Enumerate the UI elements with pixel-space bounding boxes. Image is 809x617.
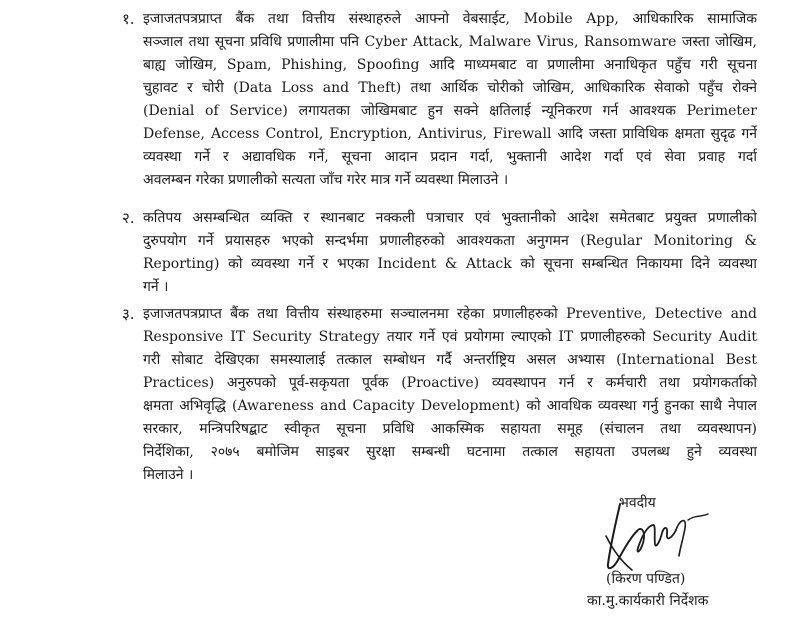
item-line: Responsive IT Security Strategy तयार गर्ने एवं प्रयोगमा ल्याएको IT प्रणालीहरुको Security Audit (143, 329, 757, 345)
item-line: सरकार, मन्त्रिपरिषद्बाट स्वीकृत सूचना प्रविधि आकस्मिक सहायता समूह (संचालन तथा व्यवस्थापन) (143, 421, 757, 437)
item-line: (Denial of Service) लगायतका जोखिमबाट हुन सक्ने क्षतिलाई न्यूनिकरण गर्न आवश्यक Perimeter (143, 103, 757, 119)
handwritten-signature (592, 498, 722, 580)
item-line: व्यवस्था गर्ने र अद्यावधिक गर्ने, सूचना आदान प्रदान गर्दा, भुक्तानी आदेश गर्दा एवं सेवा प्रवाह गर्दा (143, 149, 757, 165)
item-line: निर्देशिका, २०७५ बमोजिम साइबर सुरक्षा सम्बन्धी घटनामा तत्काल सहायता उपलब्ध हुने व्यवस्था (143, 444, 757, 460)
item-line: क्षमता अभिवृद्धि (Awareness and Capacity Development) को आवधिक व्यवस्था गर्नु हुनका साथै नेपाल (143, 398, 757, 414)
item-line: गर्ने । (143, 279, 169, 295)
item-line: मिलाउने । (143, 467, 194, 483)
item-line: बाह्य जोखिम, Spam, Phishing, Spoofing आदि माध्यमबाट वा प्रणालीमा अनाधिकृत पहुँच गरी सूचना (143, 57, 757, 73)
item-line: चुहावट र चोरी (Data Loss and Theft) तथा आर्थिक चोरीको जोखिम, आधिकारिक सेवाको पहुँच रोक्ने (143, 80, 757, 96)
item-line: Reporting) को व्यवस्था गर्ने र भएका Incident & Attack को सूचना सम्बन्धित निकायमा दिने व्यवस्था (143, 256, 757, 272)
salutation: भवदीय (619, 495, 656, 511)
signatory-designation: का.मु.कार्यकारी निर्देशक (587, 593, 709, 609)
item-number: ३. (122, 305, 135, 323)
item-line: Practices) अनुरुपको पूर्व-सकृयता पूर्वक (Proactive) व्यवस्थापन गर्न र कर्मचारी तथा प्रयोगकर्ताको (143, 375, 757, 391)
item-line: Defense, Access Control, Encryption, Antivirus, Firewall आदि जस्ता प्राविधिक क्षमता सुदृढ गर्ने (143, 126, 757, 142)
item-line: इजाजतपत्रप्राप्त बैंक तथा वित्तीय संस्थाहरुले आफ्नो वेबसाईट, Mobile App, आधिकारिक सामाजिक (143, 11, 757, 27)
item-number: २. (122, 209, 135, 227)
item-line: दुरुपयोग गर्ने प्रयासहरु भएको सन्दर्भमा प्रणालीहरुको आवश्यकता अनुगमन (Regular Monitoring & (143, 233, 757, 249)
item-line: अवलम्बन गरेका प्रणालीको सत्यता जाँच गरेर मात्र गर्ने व्यवस्था मिलाउने । (143, 172, 509, 188)
item-number: १. (122, 10, 135, 28)
item-line: गरी सोबाट देखिएका समस्यालाई तत्काल सम्बोधन गर्दै अन्तर्राष्ट्रिय असल अभ्यास (International Best (143, 352, 757, 368)
signatory-name: (किरण पण्डित) (606, 571, 686, 587)
item-line: सञ्जाल तथा सूचना प्रविधि प्रणालीमा पनि Cyber Attack, Malware Virus, Ransomware जस्ता जोखिम, (143, 34, 757, 50)
item-line: इजाजतपत्रप्राप्त बैंक तथा वित्तीय संस्थाहरुमा सञ्चालनमा रहेका प्रणालीहरुको Preventive, Detective and (143, 306, 757, 322)
item-line: कतिपय असम्बन्धित व्यक्ति र स्थानबाट नक्कली पत्राचार एवं भुक्तानीको आदेश समेतबाट प्रयुक्त प्रणालीको (143, 210, 757, 226)
